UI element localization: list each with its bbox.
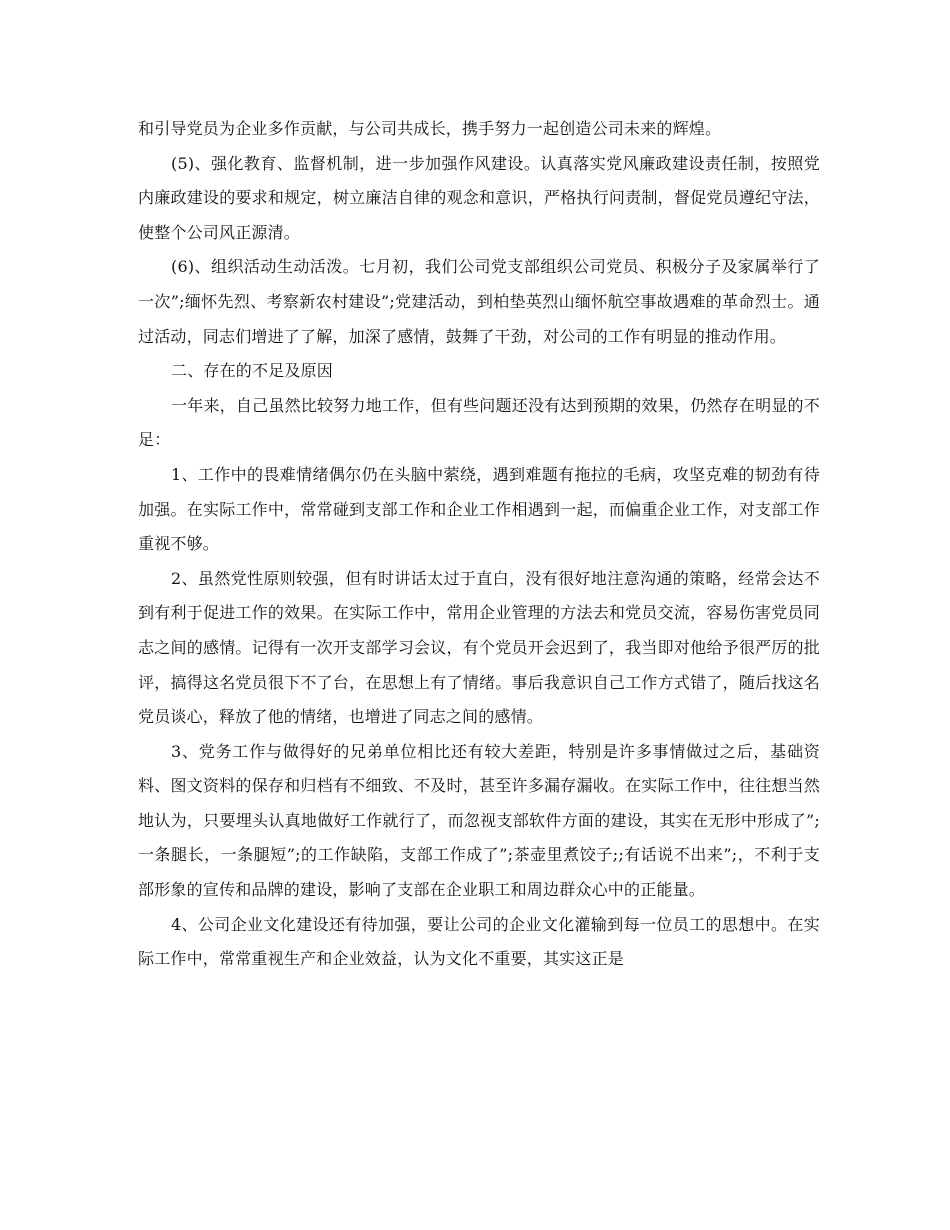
paragraph-point-1: 1、工作中的畏难情绪偶尔仍在头脑中萦绕，遇到难题有拖拉的毛病，攻坚克难的韧劲有待加强。在实际工作中，常常碰到支部工作和企业工作相遇到一起，而偏重企业工作，对支部工作重视不够。 [138, 464, 820, 554]
document-body [138, 112, 820, 977]
paragraph-point-2: 2、虽然党性原则较强，但有时讲话太过于直白，没有很好地注意沟通的策略，经常会达不到有利于促进工作的效果。在实际工作中，常用企业管理的方法去和党员交流，容易伤害党员同志之间的感情。记得有一次开支部学习会议，有个党员开会迟到了，我当即对他给予很严厉的批评，搞得这名党员很下不了台，在思想上有了情绪。事后我意识自己工作方式错了，随后找这名党员谈心，释放了他的情绪，也增进了同志之间的感情。 [138, 568, 820, 727]
paragraph-point-3: 3、党务工作与做得好的兄弟单位相比还有较大差距，特别是许多事情做过之后，基础资料、图文资料的保存和归档有不细致、不及时，甚至许多漏存漏收。在实际工作中，往往想当然地认为，只要埋头认真地做好工作就行了，而忽视支部软件方面的建设，其实在无形中形成了”;一条腿长，一条腿短”;的工作缺陷，支部工作成了”;茶壶里煮饺子;;有话说不出来”;，不利于支部形象的宣传和品牌的建设，影响了支部在企业职工和周边群众心中的正能量。 [138, 741, 820, 900]
paragraph-intro: 一年来，自己虽然比较努力地工作，但有些问题还没有达到预期的效果，仍然存在明显的不足： [138, 395, 820, 450]
paragraph-item-6: (6)、组织活动生动活泼。七月初，我们公司党支部组织公司党员、积极分子及家属举行了一次”;缅怀先烈、考察新农村建设”;党建活动，到柏垫英烈山缅怀航空事故遇难的革命烈士。通过活动，同志们增进了了解，加深了感情，鼓舞了干劲，对公司的工作有明显的推动作用。 [138, 257, 820, 346]
section-heading: 二、存在的不足及原因 [171, 361, 334, 381]
paragraph-point-4: 4、公司企业文化建设还有待加强，要让公司的企业文化灌输到每一位员工的思想中。在实际工作中，常常重视生产和企业效益，认为文化不重要，其实这正是 [138, 914, 820, 969]
paragraph-item-5: (5)、强化教育、监督机制，进一步加强作风建设。认真落实党风廉政建设责任制，按照党内廉政建设的要求和规定，树立廉洁自律的观念和意识，严格执行问责制，督促党员遵纪守法，使整个公司风正源清。 [138, 153, 820, 242]
paragraph-continuation: 和引导党员为企业多作贡献，与公司共成长，携手努力一起创造公司未来的辉煌。 [138, 119, 722, 138]
